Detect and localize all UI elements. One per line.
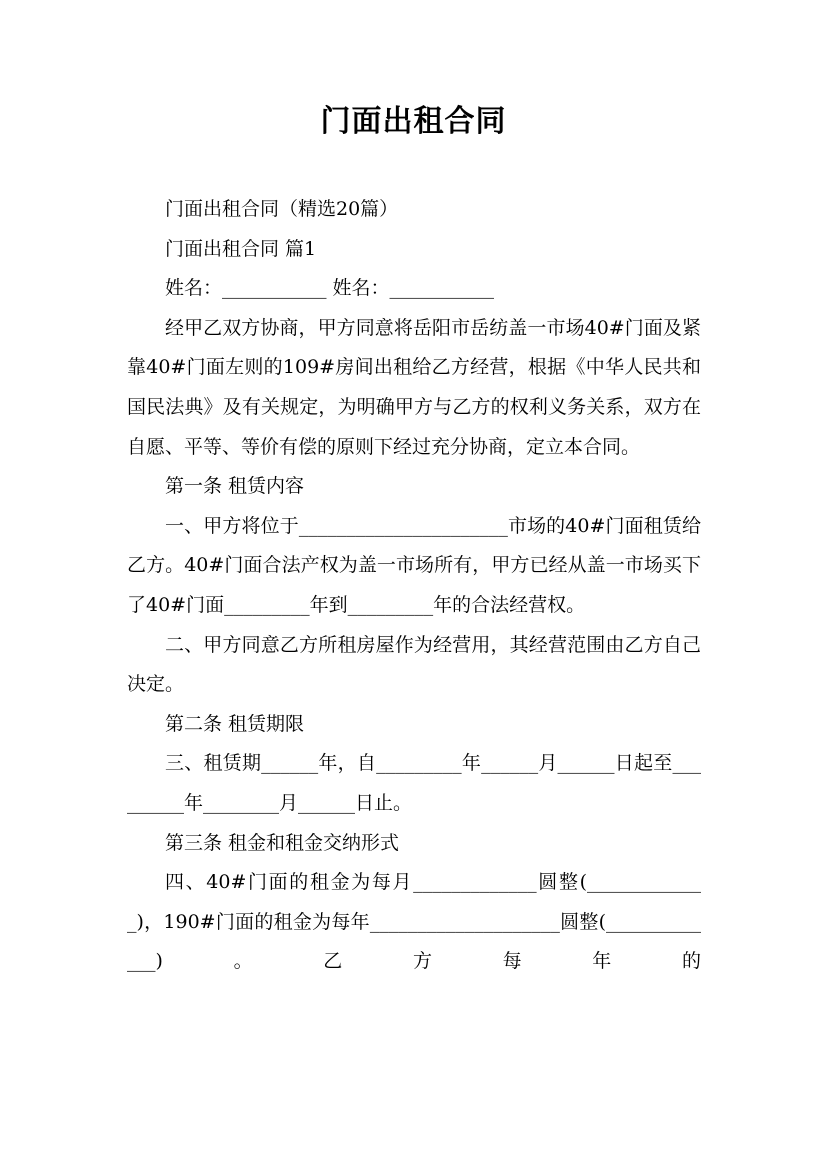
subtitle-paragraph: 门面出租合同（精选20篇） <box>165 198 399 220</box>
clause-paragraph-3: 三、租赁期______年，自_________年______月______日起至_________年________月______日止。 <box>127 752 701 814</box>
clause-heading-3: 第三条 租金和租金交纳形式 <box>165 831 400 854</box>
preamble-paragraph: 经甲乙双方协商，甲方同意将岳阳市岳纺盖一市场40#门面及紧靠40#门面左则的109#房间出租给乙方经营，根据《中华人民共和国民法典》及有关规定，为明确甲方与乙方的权利义务关系，双方在自愿、平等、等价有偿的原则下经过充分协商，定立本合同。 <box>127 316 701 458</box>
clause-paragraph-2: 二、甲方同意乙方所租房屋作为经营用，其经营范围由乙方自己决定。 <box>127 633 701 696</box>
clause-paragraph-1: 一、甲方将位于______________________市场的40#门面租赁给乙方。40#门面合法产权为盖一市场所有，甲方已经从盖一市场买下了40#门面_________年到_________年的合法经营权。 <box>127 514 701 616</box>
document-body <box>127 190 701 982</box>
clause-paragraph-4: 四、40#门面的租金为每月_____________圆整(_____________)，190#门面的租金为每年____________________圆整(_____________)。乙方每年的 <box>127 871 701 973</box>
name-fields-line: 姓名：___________ 姓名：___________ <box>165 277 495 300</box>
clause-heading-2: 第二条 租赁期限 <box>165 712 305 735</box>
section-heading-article-1: 门面出租合同 篇1 <box>165 237 317 260</box>
document-title: 门面出租合同 <box>320 104 507 139</box>
clause-heading-1: 第一条 租赁内容 <box>165 475 305 498</box>
